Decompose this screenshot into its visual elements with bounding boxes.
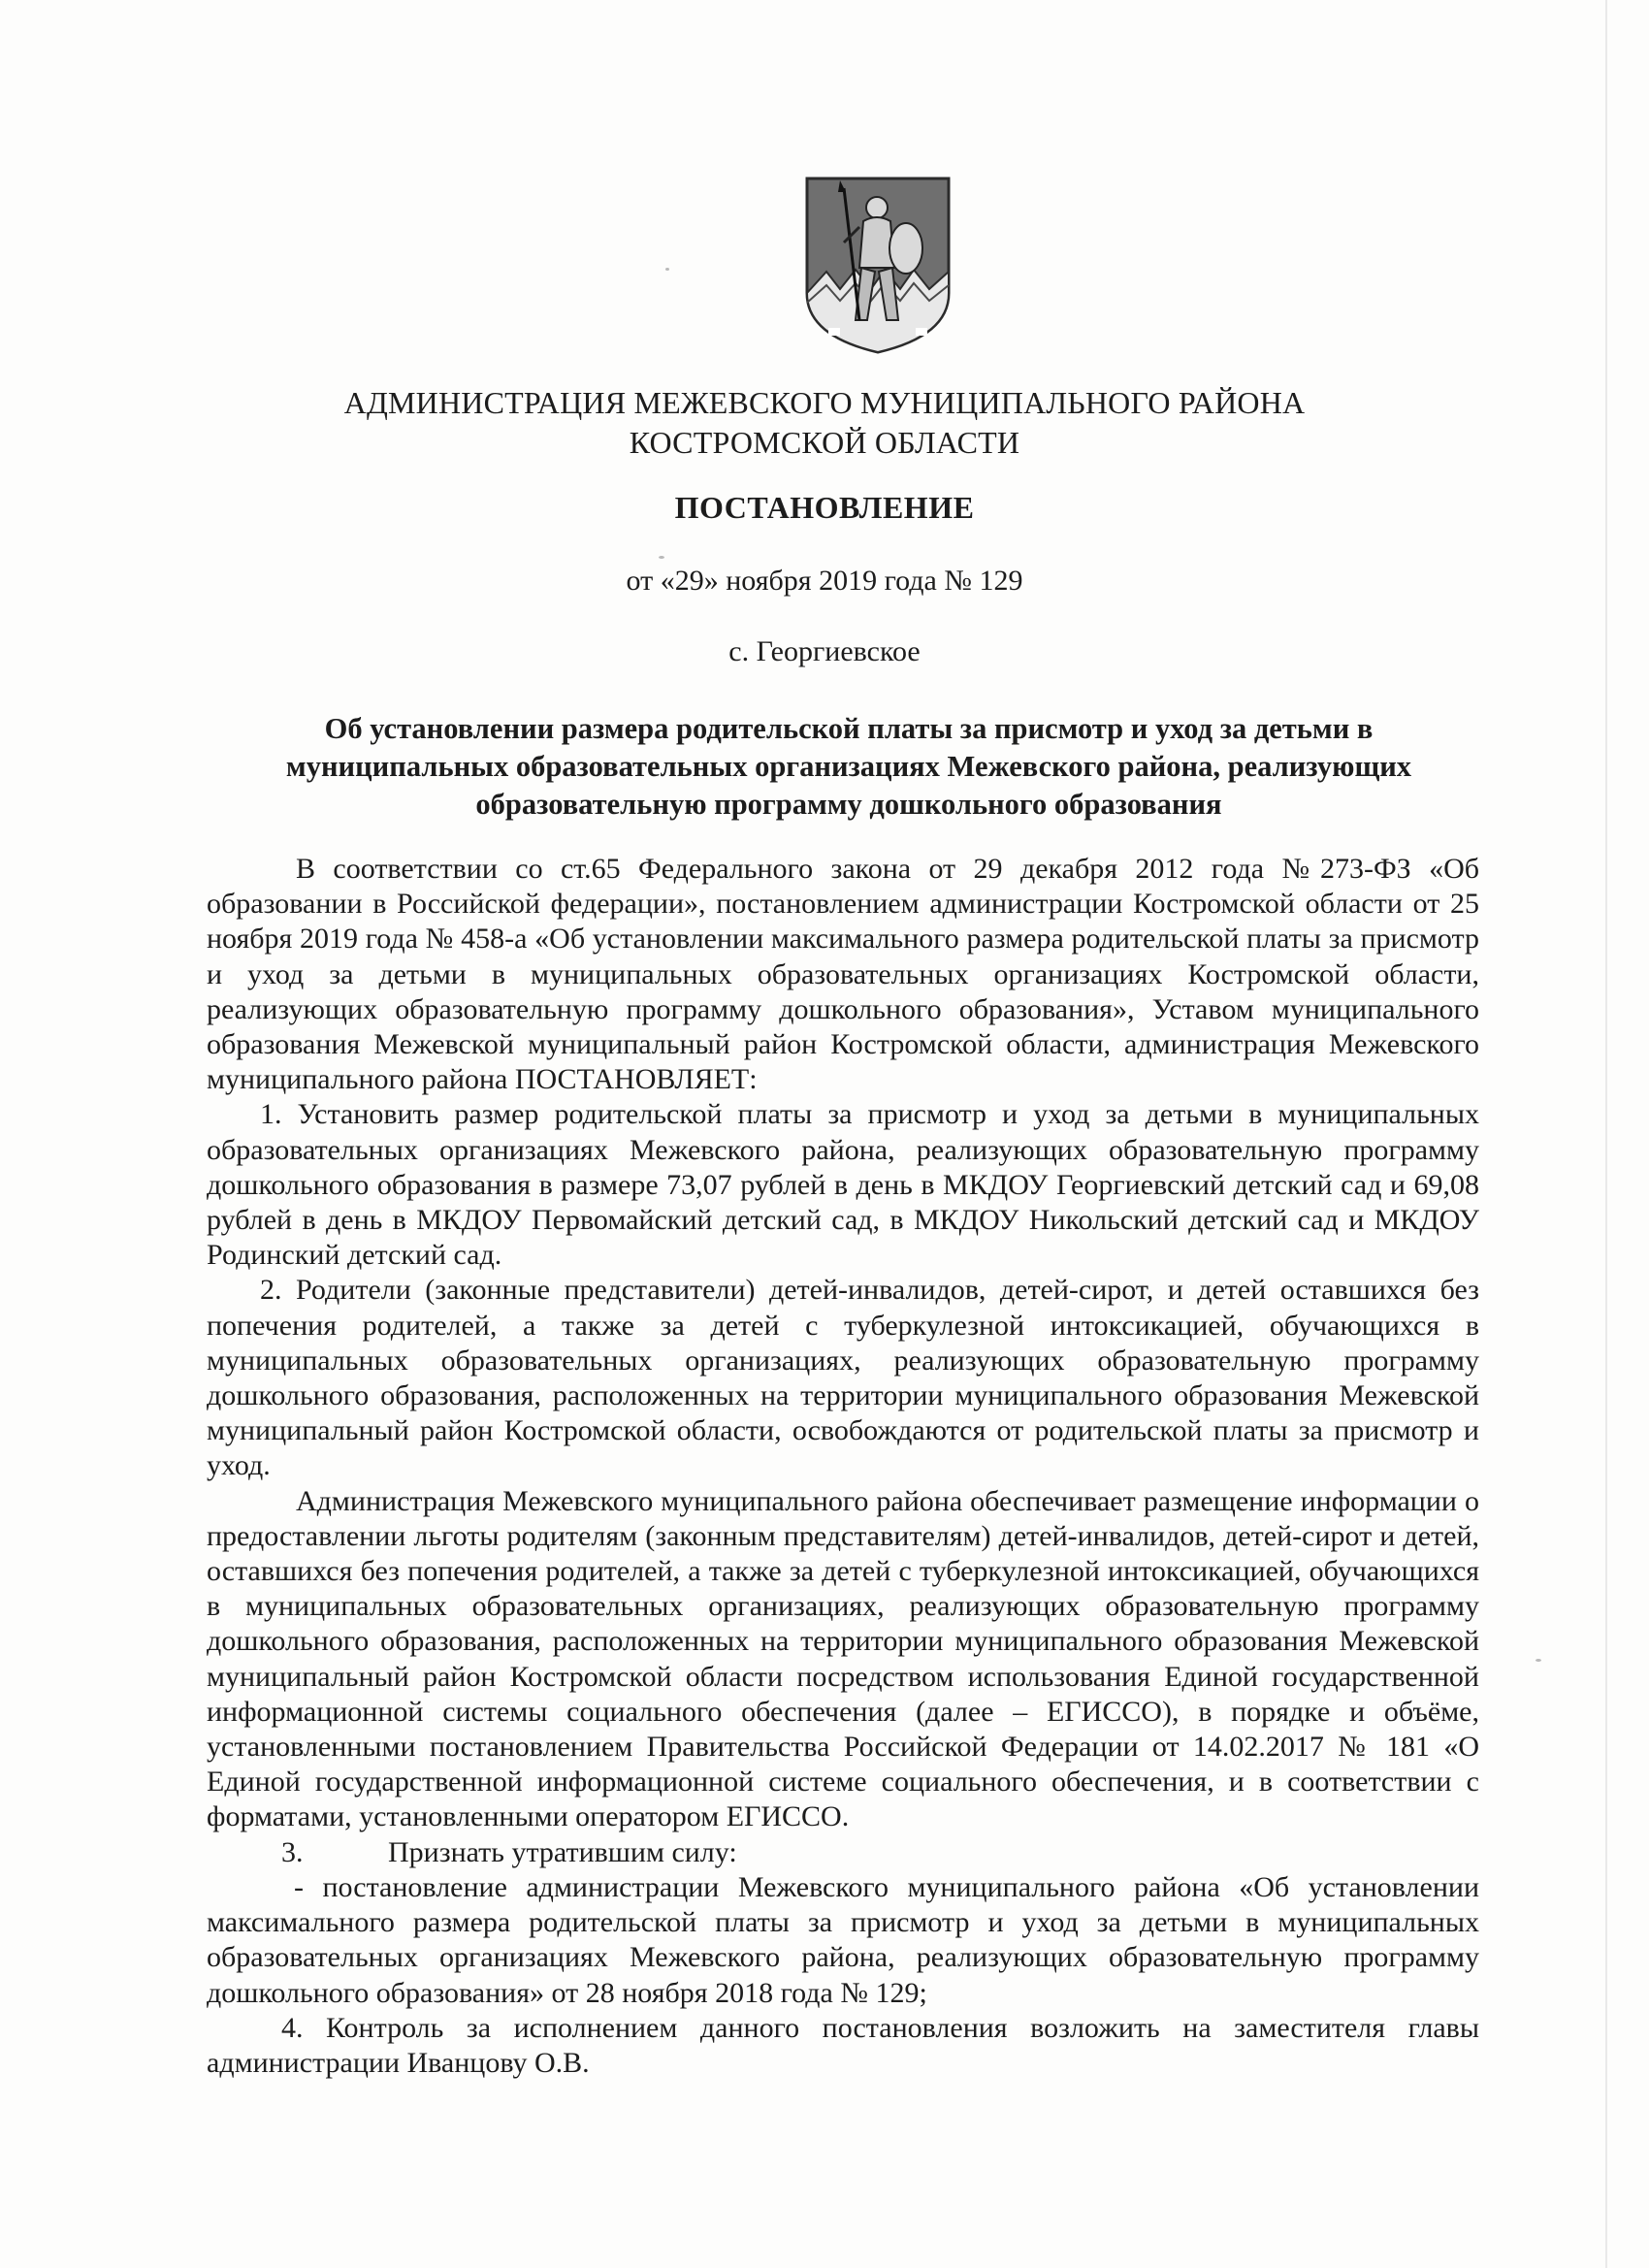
- document-title: Об установлении размера родительской платы за присмотр и уход за детьми в муниципальных образовательных организациях Межевского района, реализующих образовательную программу дошкольного образования: [285, 712, 1412, 821]
- item-3-number: 3.: [281, 1835, 304, 1868]
- document-body: [207, 852, 1479, 2081]
- item-3-sub-paragraph: - постановление администрации Межевского муниципального района «Об установлении максимального размера родительской платы за присмотр и уход за детьми в муниципальных образовательных организациях Межевского района, реализующих образовательную программу дошкольного образования» от 28 ноября 2018 года № 129;: [207, 1870, 1479, 2009]
- organization-line-1: АДМИНИСТРАЦИЯ МЕЖЕВСКОГО МУНИЦИПАЛЬНОГО РАЙОНА: [343, 385, 1306, 420]
- preamble-paragraph: В соответствии со ст.65 Федерального закона от 29 декабря 2012 года №273-ФЗ «Об образовании в Российской федерации», постановлением администрации Костромской области от 25 ноября 2019 года № 458-а «Об установлении максимального размера родительской платы за присмотр и уход за детьми в муниципальных образовательных организациях Костромской области, реализующих образовательную программу дошкольного образования», Уставом муниципального образования Межевской муниципальный район Костромской области, администрация Межевского муниципального района ПОСТАНОВЛЯЕТ:: [207, 853, 1479, 1096]
- scan-speck: [1536, 1659, 1541, 1662]
- item-2-paragraph: 2. Родители (законные представители) детей-инвалидов, детей-сирот, и детей оставшихся без попечения родителей, а также за детей с туберкулезной интоксикацией, обучающихся в муниципальных образовательных организациях, реализующих образовательную программу дошкольного образования, расположенных на территории муниципального образования Межевской муниципальный район Костромской области, освобождаются от родительской платы за присмотр и уход.: [207, 1274, 1479, 1482]
- item-3-text: Признать утратившим силу:: [388, 1835, 737, 1868]
- document-date: от «29» ноября 2019 года № 129: [626, 565, 1023, 597]
- organization-name: [0, 383, 1649, 463]
- item-4-paragraph: 4. Контроль за исполнением данного постановления возложить на заместителя главы администрации Иванцову О.В.: [207, 2011, 1479, 2079]
- document-type: ПОСТАНОВЛЕНИЕ: [674, 490, 975, 525]
- scan-speck: [665, 268, 669, 271]
- scan-speck: [659, 556, 664, 559]
- item-2-note-paragraph: Администрация Межевского муниципального района обеспечивает размещение информации о предоставлении льготы родителям (законным представителям) детей-инвалидов, детей-сирот и детей, оставшихся без попечения родителей, а также за детей с туберкулезной интоксикацией, обучающихся в муниципальных образовательных организациях, реализующих образовательную программу дошкольного образования, расположенных на территории муниципального образования Межевской муниципальный район Костромской области посредством использования Единой государственной информационной системы социального обеспечения (далее – ЕГИССО), в порядке и объёме, установленными постановлением Правительства Российской Федерации от 14.02.2017 № 181 «О Единой государственной информационной системе социального обеспечения, и в соответствии с форматами, установленными оператором ЕГИССО.: [207, 1484, 1479, 1833]
- organization-line-2: КОСТРОМСКОЙ ОБЛАСТИ: [629, 425, 1020, 460]
- item-1-paragraph: 1. Установить размер родительской платы за присмотр и уход за детьми в муниципальных образовательных организациях Межевского района, реализующих образовательную программу дошкольного образования в размере 73,07 рублей в день в МКДОУ Георгиевский детский сад и 69,08 рублей в день в МКДОУ Первомайский детский сад, в МКДОУ Никольский детский сад и МКДОУ Родинский детский сад.: [207, 1098, 1479, 1272]
- document-place: с. Георгиевское: [728, 635, 921, 667]
- scan-edge-line: [1605, 0, 1607, 2268]
- coat-of-arms-icon: [801, 175, 954, 355]
- item-3-paragraph: [207, 1835, 1479, 1870]
